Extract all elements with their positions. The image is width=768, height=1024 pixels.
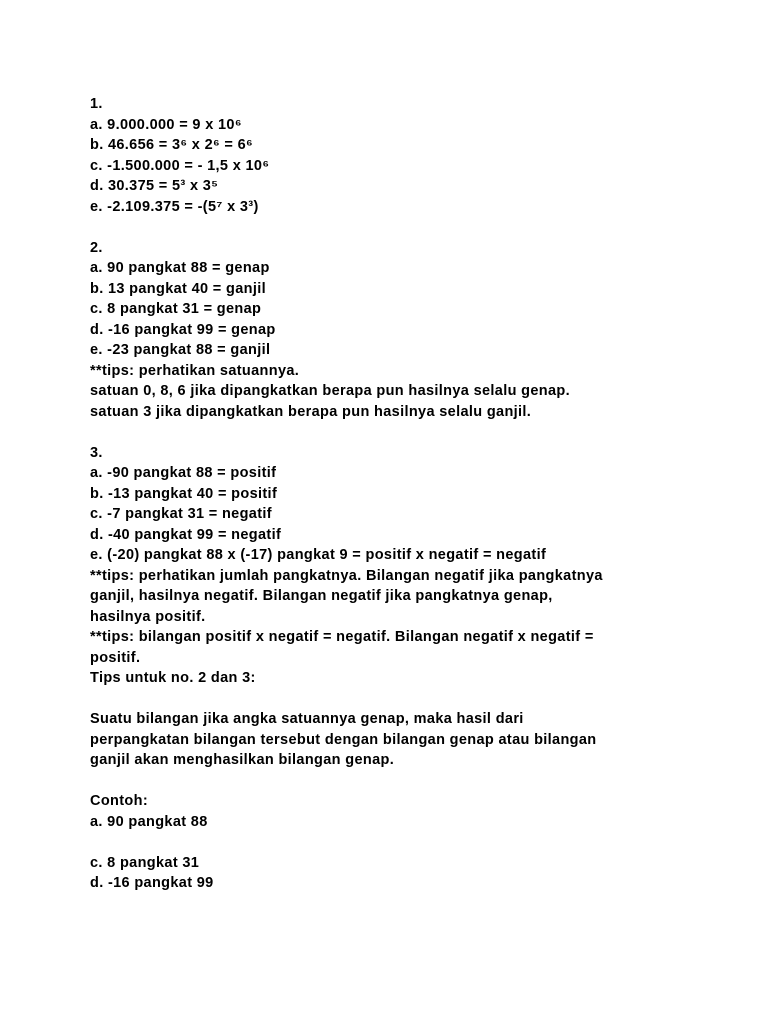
section-3-item-d: d. -40 pangkat 99 = negatif bbox=[90, 526, 282, 543]
section-1-item-e: e. -2.109.375 = -(5⁷ x 3³) bbox=[90, 198, 259, 215]
paragraph-line-1: Suatu bilangan jika angka satuannya genap, maka hasil dari bbox=[90, 711, 524, 727]
blank-line bbox=[90, 771, 750, 792]
blank-line bbox=[90, 689, 750, 710]
section-2-item-b: b. 13 pangkat 40 = ganjil bbox=[90, 280, 266, 297]
section-1-item-b: b. 46.656 = 3⁶ x 2⁶ = 6⁶ bbox=[90, 137, 254, 153]
blank-line bbox=[90, 832, 750, 853]
section-2-item-e: e. -23 pangkat 88 = ganjil bbox=[90, 342, 271, 358]
blank-line bbox=[90, 422, 750, 443]
section-1-item-a: a. 9.000.000 = 9 x 10⁶ bbox=[90, 116, 242, 133]
example-item-c: c. 8 pangkat 31 bbox=[90, 854, 200, 871]
section-2-item-c: c. 8 pangkat 31 = genap bbox=[90, 301, 262, 317]
section-3-tip-1-line-2: ganjil, hasilnya negatif. Bilangan negatif jika pangkatnya genap, bbox=[90, 588, 553, 604]
section-2-item-d: d. -16 pangkat 99 = genap bbox=[90, 321, 276, 338]
section-3-tip-2-line-1: **tips: bilangan positif x negatif = negatif. Bilangan negatif x negatif = bbox=[90, 629, 594, 645]
section-1-number: 1. bbox=[90, 96, 103, 112]
section-2-tip: **tips: perhatikan satuannya. bbox=[90, 362, 300, 379]
section-1-item-c: c. -1.500.000 = - 1,5 x 10⁶ bbox=[90, 157, 270, 174]
section-2-tip-line-2: satuan 0, 8, 6 jika dipangkatkan berapa pun hasilnya selalu genap. bbox=[90, 383, 571, 399]
section-3-item-b: b. -13 pangkat 40 = positif bbox=[90, 485, 278, 502]
blank-line bbox=[90, 217, 750, 238]
section-3-tip-1-line-3: hasilnya positif. bbox=[90, 608, 206, 625]
tips-heading: Tips untuk no. 2 dan 3: bbox=[90, 670, 256, 686]
paragraph-line-2: perpangkatan bilangan tersebut dengan bilangan genap atau bilangan bbox=[90, 731, 597, 748]
section-2-tip-line-3: satuan 3 jika dipangkatkan berapa pun hasilnya selalu ganjil. bbox=[90, 403, 532, 420]
section-3-item-a: a. -90 pangkat 88 = positif bbox=[90, 465, 277, 481]
paragraph-line-3: ganjil akan menghasilkan bilangan genap. bbox=[90, 752, 395, 768]
section-2-number: 2. bbox=[90, 239, 103, 256]
section-3-item-e: e. (-20) pangkat 88 x (-17) pangkat 9 = positif x negatif = negatif bbox=[90, 547, 547, 563]
document-body bbox=[90, 94, 750, 894]
section-3-item-c: c. -7 pangkat 31 = negatif bbox=[90, 506, 272, 522]
section-3-tip-2-line-2: positif. bbox=[90, 649, 141, 666]
section-3-number: 3. bbox=[90, 444, 103, 461]
section-1-item-d: d. 30.375 = 5³ x 3⁵ bbox=[90, 178, 219, 194]
section-2-item-a: a. 90 pangkat 88 = genap bbox=[90, 260, 270, 276]
example-item-a: a. 90 pangkat 88 bbox=[90, 813, 208, 830]
section-3-tip-1-line-1: **tips: perhatikan jumlah pangkatnya. Bilangan negatif jika pangkatnya bbox=[90, 567, 603, 584]
example-item-d: d. -16 pangkat 99 bbox=[90, 875, 214, 891]
example-heading: Contoh: bbox=[90, 793, 149, 809]
